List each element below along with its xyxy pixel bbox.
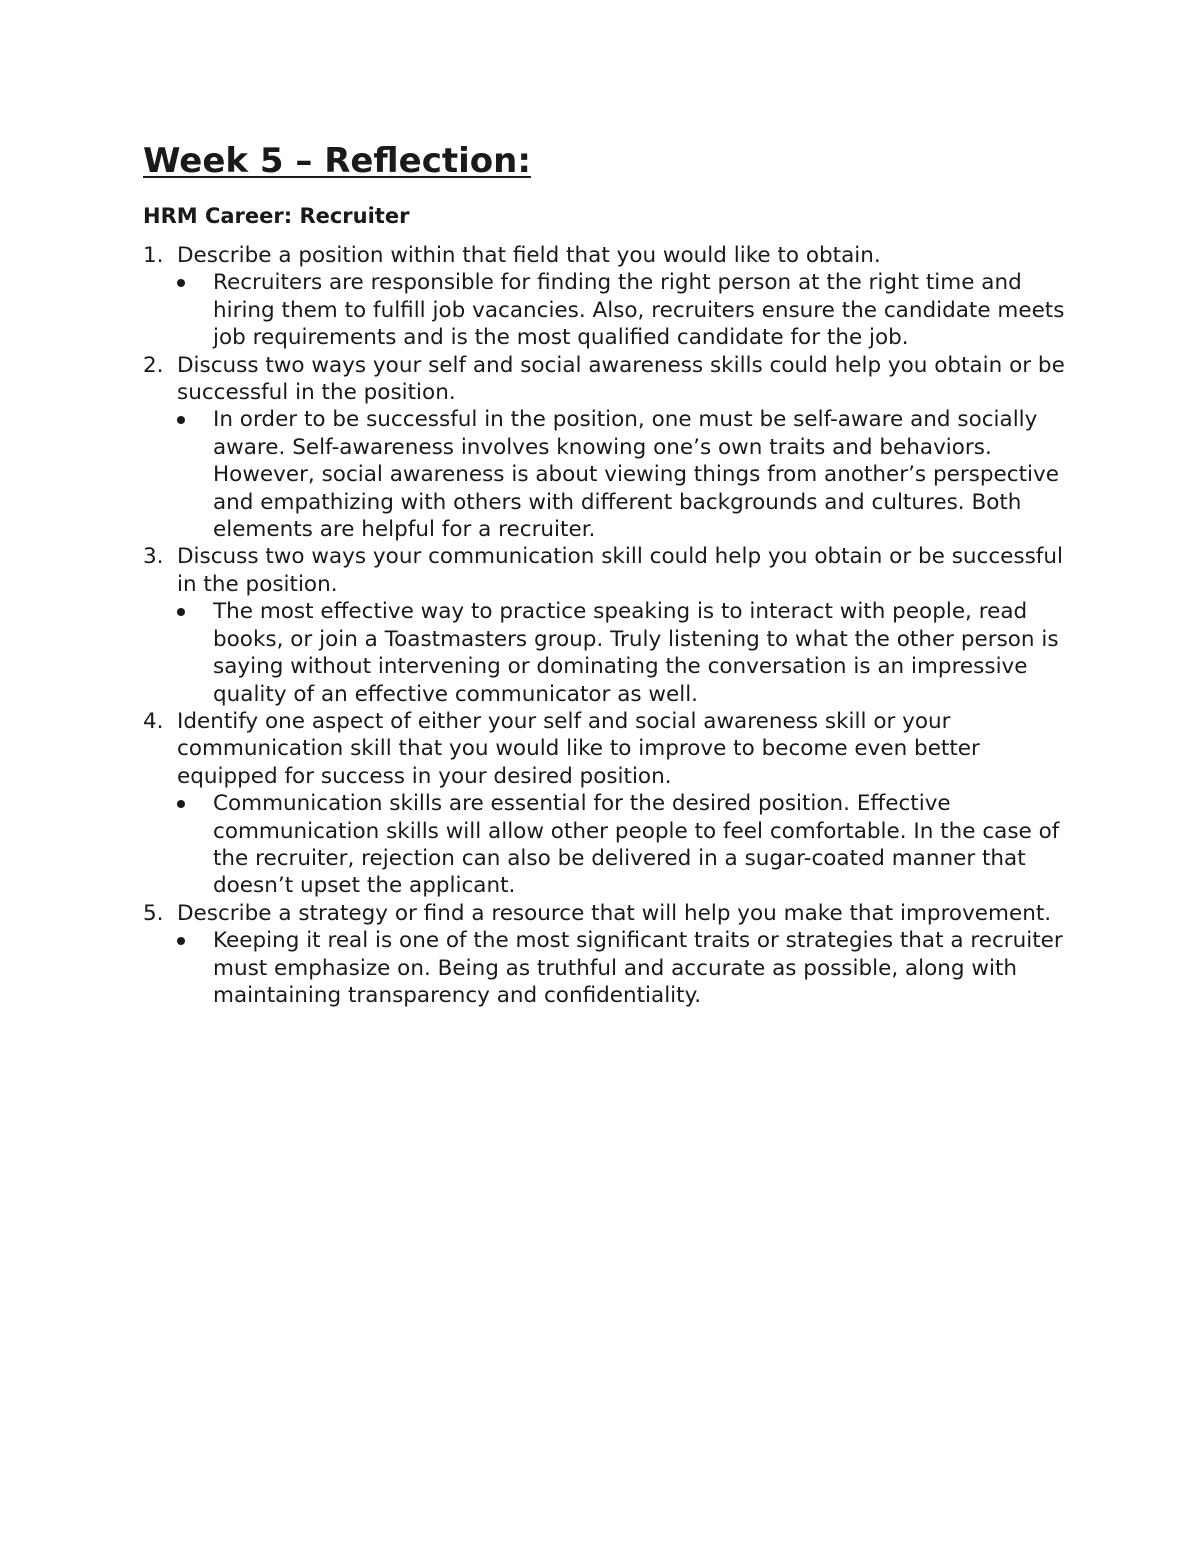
answer-text: Keeping it real is one of the most significant traits or strategies that a recruiter must emphasize on. Being as truthful and accurate as possible, along with maintaining transparency and confidentiality. [213,928,1063,1008]
question-item [143,708,1073,900]
question-item [143,543,1073,707]
question-text: Discuss two ways your self and social awareness skills could help you obtain or be successful in the position. [177,352,1065,406]
answer-list [177,927,1073,1009]
question-item [143,900,1073,1010]
answer-item [177,927,1073,1009]
bullet-icon [177,608,185,616]
answer-text: Recruiters are responsible for finding the right person at the right time and hiring them to fulfill job vacancies. Also, recruiters ensure the candidate meets job requirements and is the most qualified candidate for the job. [213,270,1065,351]
question-item [143,242,1073,352]
question-text: Describe a position within that field that you would like to obtain. [177,243,881,268]
answer-item [177,598,1073,708]
question-number: 2. [143,352,164,378]
answer-list [177,790,1073,900]
bullet-icon [177,416,185,424]
bullet-icon [177,279,185,287]
answer-list [177,269,1073,351]
answer-item [177,790,1073,900]
question-text: Describe a strategy or find a resource that will help you make that improvement. [177,900,1052,926]
document-title: Week 5 – Reflection: [143,141,531,181]
question-text: Discuss two ways your communication skill could help you obtain or be successful in the position. [177,544,1063,597]
answer-list [177,406,1073,543]
question-number: 3. [143,544,164,570]
question-number: 5. [143,900,164,926]
bullet-icon [177,800,185,808]
bullet-icon [177,937,185,945]
question-number: 4. [143,708,164,734]
answer-text: Communication skills are essential for the desired position. Effective communication skills will allow other people to feel comfortable. In the case of the recruiter, rejection can also be delivered in a sugar-coated manner that doesn’t upset the applicant. [213,791,1060,899]
document-page [143,138,1073,1009]
question-item [143,352,1073,544]
answer-item [177,269,1073,351]
question-list [143,242,1073,1009]
answer-list [177,598,1073,708]
question-number: 1. [143,243,164,268]
answer-text: The most effective way to practice speaking is to interact with people, read books, or join a Toastmasters group. Truly listening to what the other person is saying without intervening or dominating the conversation is an impressive quality of an effective communicator as well. [213,599,1059,707]
document-subtitle: HRM Career: Recruiter [143,204,410,228]
answer-item [177,406,1073,543]
question-text: Identify one aspect of either your self and social awareness skill or your communication skill that you would like to improve to become even better equipped for success in your desired position. [177,708,980,789]
answer-text: In order to be successful in the position, one must be self-aware and socially aware. Self-awareness involves knowing one’s own traits and behaviors. However, social awareness is about viewing things from another’s perspective and empathizing with others with different backgrounds and cultures. Both elements are helpful for a recruiter. [213,407,1059,543]
